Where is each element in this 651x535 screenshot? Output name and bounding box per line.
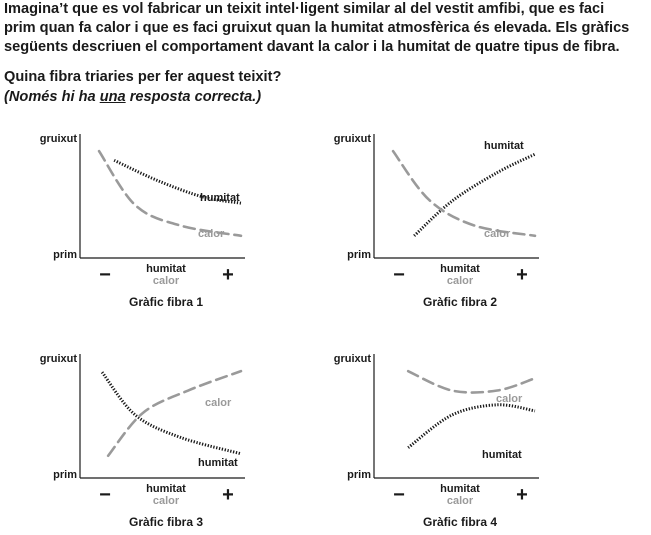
question-text: Quina fibra triaries per fer aquest teixit?: [4, 69, 282, 85]
series-label-calor: calor: [484, 228, 511, 240]
chart-title: Gràfic fibra 3: [128, 515, 204, 529]
chart-fibra-3: [40, 353, 245, 529]
series-line-humitat: [408, 405, 535, 448]
chart-fibra-4: [334, 353, 539, 529]
series-line-calor: [408, 371, 535, 392]
series-label-humitat: humitat: [484, 140, 524, 152]
series-label-humitat: humitat: [200, 192, 240, 204]
chart-fibra-1: [40, 133, 245, 309]
y-label-prim: prim: [347, 469, 371, 481]
chart-fibra-2: [334, 133, 539, 309]
x-minus-sign: −: [99, 484, 111, 506]
series-label-calor: calor: [198, 228, 225, 240]
note-underlined: una: [99, 89, 126, 105]
x-minus-sign: −: [393, 484, 405, 506]
note-close: resposta correcta.): [125, 89, 262, 105]
y-label-prim: prim: [347, 249, 371, 261]
x-minus-sign: −: [393, 264, 405, 286]
series-label-humitat: humitat: [198, 457, 238, 469]
x-label-humitat: humitat: [440, 483, 480, 495]
intro-line-2: prim quan fa calor i que es faci gruixut quan la humitat atmosfèrica és elevada. Els gràfics: [4, 20, 630, 36]
y-label-gruixut: gruixut: [39, 353, 77, 365]
x-plus-sign: +: [222, 264, 234, 286]
x-label-calor: calor: [152, 275, 180, 287]
chart-title: Gràfic fibra 1: [128, 295, 204, 309]
x-label-calor: calor: [446, 495, 474, 507]
series-line-calor: [393, 151, 535, 236]
intro-line-3: següents descriuen el comportament davant la calor i la humitat de quatre tipus de fibra.: [4, 39, 620, 55]
x-label-calor: calor: [446, 275, 474, 287]
note-open: (Només hi ha: [4, 89, 100, 105]
x-plus-sign: +: [516, 484, 528, 506]
series-label-humitat: humitat: [482, 449, 522, 461]
series-label-calor: calor: [205, 397, 232, 409]
y-label-prim: prim: [53, 469, 77, 481]
series-line-calor: [108, 371, 241, 456]
series-line-humitat: [414, 154, 535, 236]
intro-line-1: Imagina’t que es vol fabricar un teixit intel·ligent similar al del vestit amfibi, que es faci: [4, 1, 605, 17]
chart-title: Gràfic fibra 2: [422, 295, 498, 309]
x-label-humitat: humitat: [146, 483, 186, 495]
y-label-gruixut: gruixut: [333, 353, 371, 365]
x-plus-sign: +: [222, 484, 234, 506]
y-label-prim: prim: [53, 249, 77, 261]
x-label-humitat: humitat: [440, 263, 480, 275]
series-line-humitat: [102, 372, 241, 454]
chart-title: Gràfic fibra 4: [422, 515, 498, 529]
series-label-calor: calor: [496, 393, 523, 405]
y-label-gruixut: gruixut: [333, 133, 371, 145]
x-label-humitat: humitat: [146, 263, 186, 275]
y-label-gruixut: gruixut: [39, 133, 77, 145]
x-plus-sign: +: [516, 264, 528, 286]
x-minus-sign: −: [99, 264, 111, 286]
x-label-calor: calor: [152, 495, 180, 507]
